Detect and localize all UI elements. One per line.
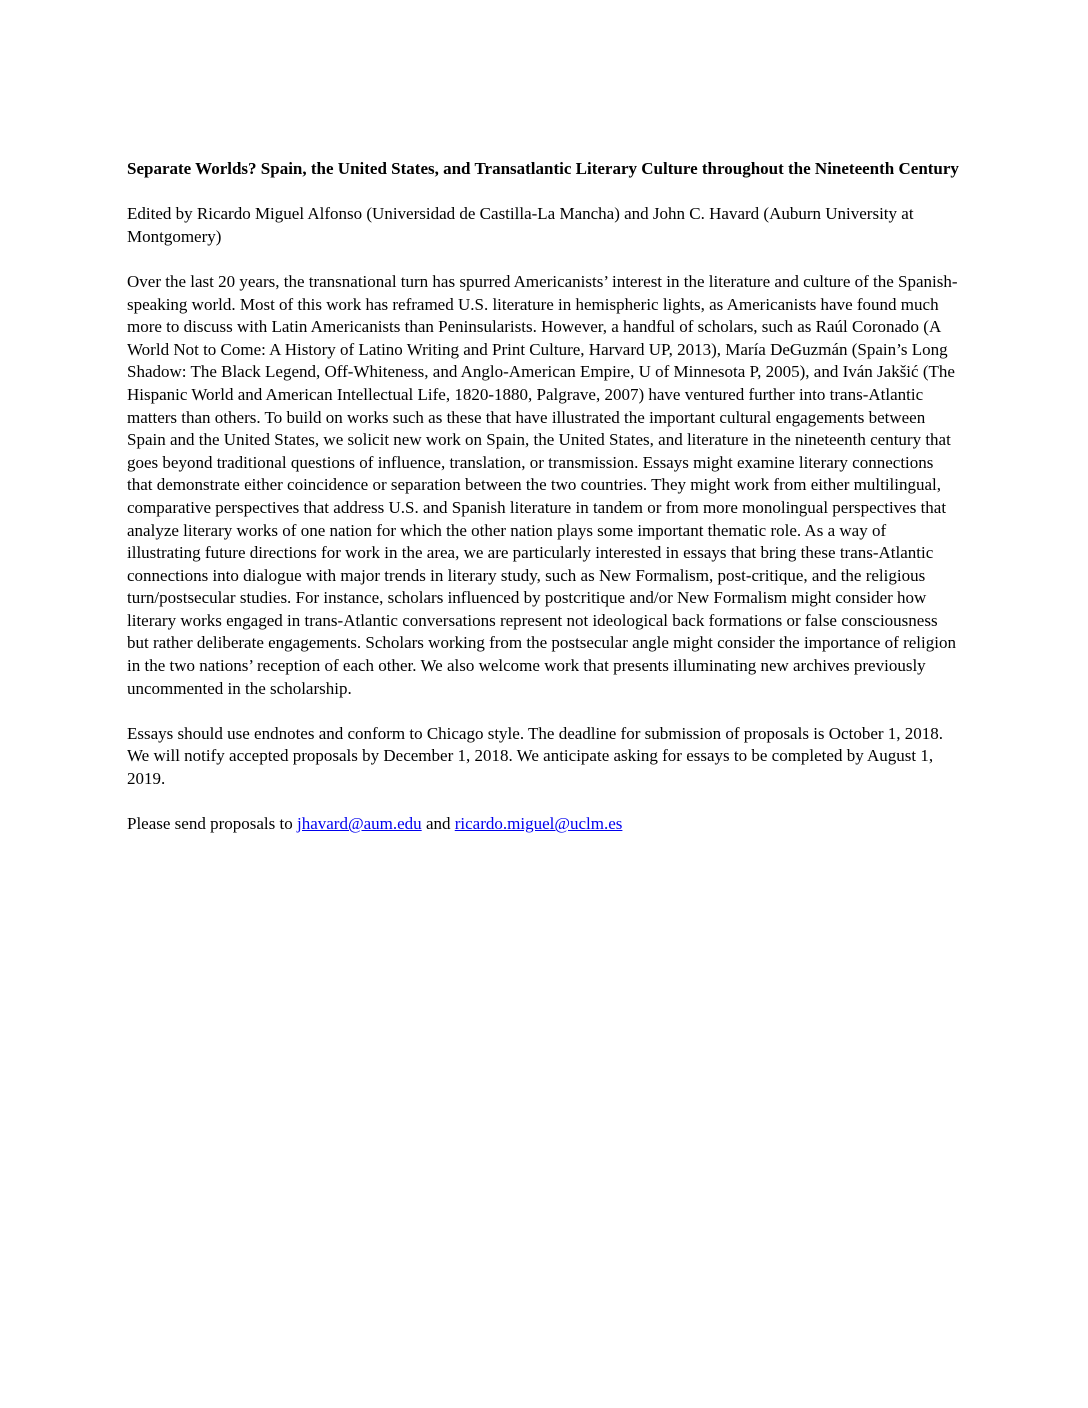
contact-conjunction: and	[421, 814, 455, 834]
editors-line: Edited by Ricardo Miguel Alfonso (Universidad de Castilla-La Mancha) and John C. Havard (Auburn University at Montgomery)	[127, 204, 914, 246]
email-link-ricardo-miguel[interactable]: ricardo.miguel@uclm.es	[454, 814, 623, 834]
body-paragraph: Over the last 20 years, the transnational turn has spurred Americanists’ interest in the literature and culture of the Spanish-speaking world. Most of this work has reframed U.S. literature in hemispheric lights, as Americanists have found much more to discuss with Latin Americanists than Peninsularists. However, a handful of scholars, such as Raúl Coronado (A World Not to Come: A History of Latino Writing and Print Culture, Harvard UP, 2013), María DeGuzmán (Spain’s Long Shadow: The Black Legend, Off-Whiteness, and Anglo-American Empire, U of Minnesota P, 2005), and Iván Jakšić (The Hispanic World and American Intellectual Life, 1820-1880, Palgrave, 2007) have ventured further into trans-Atlantic matters than others. To build on works such as these that have illustrated the important cultural engagements between Spain and the United States, we solicit new work on Spain, the United States, and literature in the nineteenth century that goes beyond traditional questions of influence, translation, or transmission. Essays might examine literary connections that demonstrate either coincidence or separation between the two countries. They might work from either multilingual, comparative perspectives that address U.S. and Spanish literature in tandem or from more monolingual perspectives that analyze literary works of one nation for which the other nation plays some important thematic role. As a way of illustrating future directions for work in the area, we are particularly interested in essays that bring these trans-Atlantic connections into dialogue with major trends in literary study, such as New Formalism, post-critique, and the religious turn/postsecular studies. For instance, scholars influenced by postcritique and/or New Formalism might consider how literary works engaged in trans-Atlantic conversations represent not ideological back formations or false consciousness but rather deliberate engagements. Scholars working from the postsecular angle might consider the importance of religion in the two nations’ reception of each other. We also welcome work that presents illuminating new archives previously uncommented in the scholarship.	[127, 271, 958, 698]
contact-prefix: Please send proposals to	[127, 814, 297, 834]
document-title: Separate Worlds? Spain, the United States, and Transatlantic Literary Culture throughout the Nineteenth Century	[127, 159, 959, 178]
submission-paragraph: Essays should use endnotes and conform to Chicago style. The deadline for submission of proposals is October 1, 2018. We will notify accepted proposals by December 1, 2018. We anticipate asking for essays to be completed by August 1, 2019.	[127, 723, 944, 789]
contact-line	[127, 813, 963, 836]
email-link-jhavard[interactable]: jhavard@aum.edu	[296, 814, 422, 834]
